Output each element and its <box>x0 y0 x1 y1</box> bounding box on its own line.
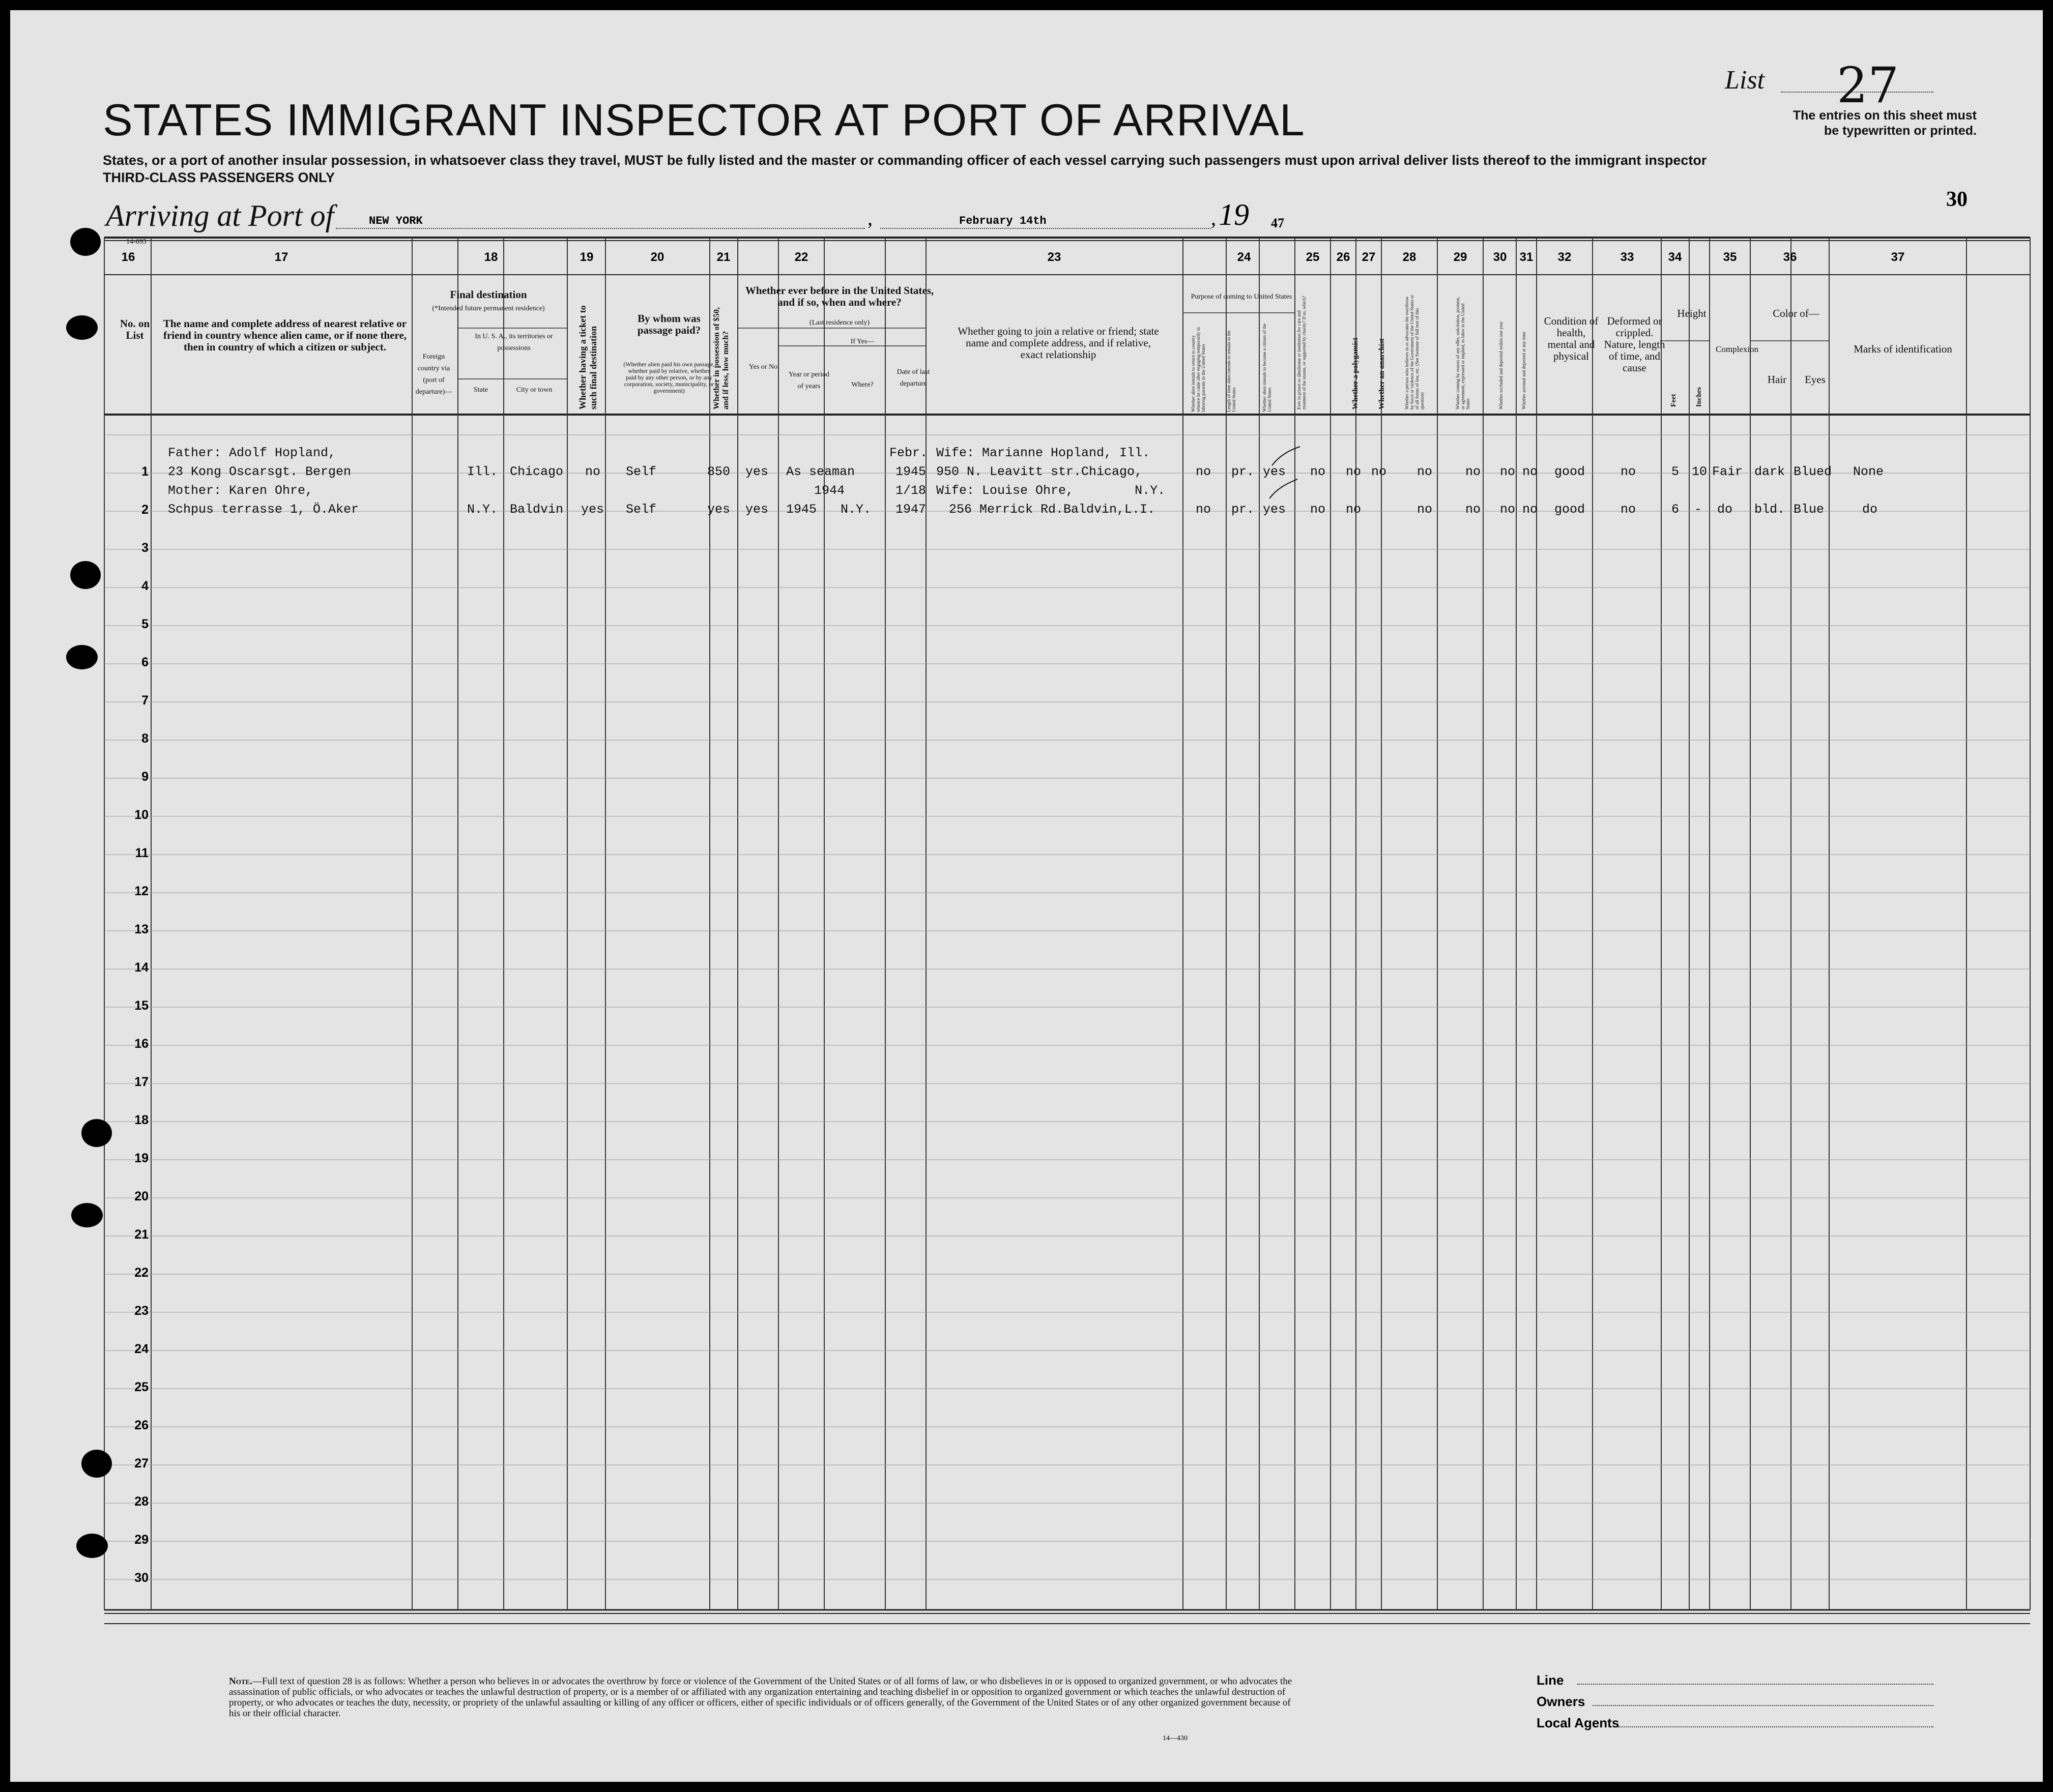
agents-field <box>1618 1726 1933 1727</box>
column-number: 30 <box>1493 250 1507 264</box>
row1-arrested: no <box>1522 464 1538 479</box>
column-number: 27 <box>1362 250 1376 264</box>
col-22-title: Whether ever before in the United States, and if so, when and where? <box>745 284 934 308</box>
column-number: 24 <box>1237 250 1251 264</box>
year-suffix: 47 <box>1271 216 1284 230</box>
col-24-c: Whether alien intends to become a citizen of the United States <box>1262 324 1272 412</box>
row-number: 21 <box>134 1227 149 1242</box>
row2-state: N.Y. <box>467 502 498 517</box>
row1-polygamist: no <box>1346 464 1362 479</box>
row2-citizen: yes <box>1263 502 1286 517</box>
col-26-header: Whether a polygamist <box>1351 337 1360 409</box>
row2-length: pr. <box>1231 502 1255 517</box>
column-number: 29 <box>1453 250 1467 264</box>
row-number: 4 <box>141 579 149 593</box>
column-number: 25 <box>1306 250 1320 264</box>
row1-state: Ill. <box>467 464 498 479</box>
entries-note-line: be typewritten or printed. <box>1824 124 1977 138</box>
row-number: 24 <box>134 1342 149 1356</box>
row2-arrested: no <box>1522 502 1538 517</box>
row2-feet: 6 <box>1671 502 1680 517</box>
column-number: 19 <box>580 250 594 264</box>
row-number: 27 <box>134 1456 149 1471</box>
row2-polygamist: no <box>1346 502 1362 517</box>
form-code: 14-695 <box>126 238 147 246</box>
col-24-a: Whether alien intends to return to country whence he came after engaging temporarily in laboring pursuits in the United States <box>1191 327 1206 412</box>
row2-hair: bld. <box>1754 502 1785 517</box>
row1-relative-line1: Father: Adolf Hopland, <box>168 446 336 460</box>
row-number: 20 <box>134 1189 149 1203</box>
note-label: Note. <box>229 1676 252 1687</box>
binder-hole <box>66 315 98 340</box>
line-label: Line <box>1537 1672 1564 1688</box>
col-25-header: Ever in prison or almshouse or institution for care and treatment of the insane, or supported by charity? If so, which? <box>1296 296 1307 409</box>
col-21-header: Whether in possession of $50, and if less, how much? <box>712 307 730 409</box>
row1-return: no <box>1196 464 1211 479</box>
row-number: 7 <box>141 693 149 708</box>
row1-deformed: no <box>1621 464 1636 479</box>
binder-hole <box>70 561 101 589</box>
row-number: 12 <box>134 884 149 898</box>
row1-length: pr. <box>1231 464 1255 479</box>
column-number: 26 <box>1336 250 1350 264</box>
binder-hole <box>76 1534 108 1558</box>
column-number: 37 <box>1891 250 1905 264</box>
row2-deformed: no <box>1621 502 1636 517</box>
col-22-sub: (Last residence only) <box>809 319 870 327</box>
port-value: NEW YORK <box>369 215 423 227</box>
row1-prison: no <box>1310 464 1326 479</box>
col-36-eyes: Eyes <box>1805 373 1826 386</box>
column-number: 35 <box>1723 250 1737 264</box>
row1-complexion: Fair <box>1712 464 1743 479</box>
col-34-title: Height <box>1677 307 1707 319</box>
row-number: 1 <box>141 464 149 479</box>
binder-hole <box>81 1450 112 1478</box>
table-grid <box>10 10 2043 1782</box>
note-text: —Full text of question 28 is as follows: Whether a person who believes in or advocates the overthrow by force or violence of the Government of the United States or of all forms of law, or who disbelieves in or is opposed to organized government, or who advocates the assassination of public officials, or who advocates or teaches the unlawful destruction of property, or is a member of or affiliated with any organization entertaining and teaching disbelief in or opposition to organized government or which teaches the unlawful destruction of property, or who advocates or teaches the duty, necessity, or propriety of the unlawful assaulting or killing of any officer or officers, either of specific individuals or of officers generally, of the Government of the United States or of any other organized government because of his or their official character. <box>229 1676 1292 1719</box>
col-36-hair: Hair <box>1767 373 1787 386</box>
row-number: 10 <box>134 808 149 822</box>
row1-inches: 10 <box>1692 464 1708 479</box>
comma: , <box>868 207 873 229</box>
row-number: 13 <box>134 922 149 936</box>
col-24-b: Length of time alien intends to remain in the United States <box>1226 330 1236 412</box>
row-number: 6 <box>141 655 149 669</box>
col-28-header: Whether a person who believes in or advocates the overthrow by force or violence of the Government of the United States or of all forms of law, etc. (See footnote of full text of this question) <box>1404 295 1425 409</box>
row-number: 18 <box>134 1113 149 1127</box>
row1-marks: None <box>1853 464 1884 479</box>
form-number: 14—430 <box>1163 1735 1188 1742</box>
col-27-header: Whether an anarchist <box>1378 338 1386 409</box>
col-30-header: Whether excluded and deported within one year <box>1498 321 1503 409</box>
column-number: 31 <box>1519 250 1534 264</box>
row2-city: Baldvin <box>510 502 564 517</box>
column-number: 22 <box>794 250 808 264</box>
row-number: 11 <box>135 846 149 860</box>
line-field <box>1577 1684 1933 1685</box>
row2-offer: no <box>1465 502 1481 517</box>
row1-offer: no <box>1465 464 1481 479</box>
row-number: 30 <box>134 1571 149 1585</box>
row1-health: good <box>1554 464 1585 479</box>
row-number: 16 <box>134 1037 149 1051</box>
row-number: 14 <box>134 960 149 975</box>
col-22-ifyes: If Yes— <box>850 338 875 345</box>
row1-overthrow: no <box>1417 464 1433 479</box>
manifest-sheet <box>10 10 2043 1782</box>
row2-join-line2: 256 Merrick Rd.Baldvin,L.I. <box>949 502 1155 517</box>
entries-note-line: The entries on this sheet must <box>1792 108 1977 123</box>
column-number: 34 <box>1668 250 1682 264</box>
row2-excluded: no <box>1500 502 1516 517</box>
col-20-title: By whom was passage paid? <box>637 312 701 336</box>
row2-overthrow: no <box>1417 502 1433 517</box>
row1-join-line2: 950 N. Leavitt str.Chicago, <box>936 464 1143 479</box>
list-label: List <box>1725 66 1765 95</box>
row-number: 17 <box>134 1075 149 1089</box>
owners-label: Owners <box>1537 1694 1585 1709</box>
row-number: 29 <box>134 1533 149 1547</box>
row1-city: Chicago <box>510 464 564 479</box>
col-23-header: Whether going to join a relative or friend; state name and complete address, and if relative, exact relationship <box>958 325 1159 361</box>
comma: , <box>1211 207 1216 229</box>
row1-date-dep-line1: Febr. <box>889 446 928 460</box>
column-number: 18 <box>484 250 498 264</box>
check-marks <box>1259 443 1305 498</box>
row-number: 23 <box>134 1304 149 1318</box>
column-number: 28 <box>1402 250 1416 264</box>
col-18-sub: (*Intended future permanent residence) <box>432 305 545 312</box>
row1-excluded: no <box>1500 464 1516 479</box>
year-prefix: 19 <box>1219 198 1249 231</box>
row-number: 3 <box>141 541 149 555</box>
col-18-city: City or town <box>516 386 553 394</box>
col-29-header: Whether coming by reason of any offer, solicitation, promise, or agreement, expressed or implied, to labor in the United States <box>1455 297 1470 409</box>
col-32-header: Condition of health, mental and physical <box>1544 315 1599 362</box>
row1-year-period: As seaman <box>786 464 855 479</box>
row2-complexion: do <box>1717 502 1733 517</box>
row1-eyes: Blued <box>1794 464 1832 479</box>
row2-where: N.Y. <box>841 502 872 517</box>
row2-year-line2: 1945 <box>786 502 817 517</box>
col-22-yesno: Yes or No <box>748 363 778 371</box>
instructions-line: States, or a port of another insular possession, in whatsoever class they travel, MUST be fully listed and the master or commanding officer of each vessel carrying such passengers must upon arrival deliver lists thereof to the immigrant inspector <box>103 153 1707 168</box>
col-18-state: State <box>474 386 488 394</box>
row1-anarchist: no <box>1371 464 1387 479</box>
col-18-usa: In U. S. A., its territories or possessions <box>475 333 553 352</box>
col-22-date: Date of last departure <box>897 368 930 388</box>
footnote <box>229 1676 1292 1719</box>
row2-date-dep-line2: 1947 <box>895 502 927 517</box>
column-number: 33 <box>1620 250 1634 264</box>
row1-paid-by: Self <box>626 464 657 479</box>
row-number: 22 <box>134 1266 149 1280</box>
row2-date-dep-line1: 1/18 <box>895 483 927 498</box>
row-number: 19 <box>134 1151 149 1165</box>
row2-relative-line2: Schpus terrasse 1, Ö.Aker <box>168 502 359 517</box>
binder-hole <box>70 228 101 256</box>
row-number: 15 <box>134 998 149 1013</box>
row1-relative-line2: 23 Kong Oscarsgt. Bergen <box>168 464 352 479</box>
binder-hole <box>81 1119 112 1147</box>
agents-label: Local Agents <box>1537 1715 1620 1730</box>
col-34-inches: Inches <box>1695 387 1703 407</box>
class-line: THIRD-CLASS PASSENGERS ONLY <box>103 170 335 185</box>
col-34-feet: Feet <box>1670 394 1678 407</box>
binder-hole <box>66 645 98 669</box>
row1-ticket: no <box>585 464 601 479</box>
col-17-header: The name and complete address of nearest relative or friend in country whence alien came, or if none there, then in country of which a citizen or subject. <box>163 317 407 353</box>
row2-return: no <box>1196 502 1211 517</box>
row2-year-line1: 1944 <box>814 483 845 498</box>
row2-ticket: yes <box>581 502 604 517</box>
date-value: February 14th <box>959 215 1047 227</box>
row-number: 9 <box>141 770 149 784</box>
row2-prison: no <box>1310 502 1326 517</box>
arriving-label: Arriving at Port of <box>106 199 334 232</box>
row-number: 5 <box>141 617 149 631</box>
row2-paid-by: Self <box>626 502 657 517</box>
col-22-where: Where? <box>851 381 874 389</box>
col-36-title: Color of— <box>1773 307 1819 319</box>
col-31-header: Whether arrested and deported at any time <box>1521 332 1526 409</box>
binder-hole <box>71 1203 103 1227</box>
column-number: 36 <box>1783 250 1797 264</box>
row1-date-dep-line2: 1945 <box>895 464 927 479</box>
row2-marks: do <box>1862 502 1878 517</box>
row-number: 8 <box>141 731 149 746</box>
row-number: 26 <box>134 1418 149 1432</box>
row2-join-line1: Wife: Louise Ohre, N.Y. <box>936 483 1166 498</box>
col-no-on-list: No. on List <box>120 317 150 341</box>
row-number: 28 <box>134 1494 149 1509</box>
row2-before-us: yes <box>745 502 769 517</box>
column-number: 17 <box>274 250 288 264</box>
row1-feet: 5 <box>1671 464 1680 479</box>
row2-relative-line1: Mother: Karen Ohre, <box>168 483 313 498</box>
row1-money: 850 <box>707 464 731 479</box>
row1-hair: dark <box>1754 464 1785 479</box>
row2-eyes: Blue <box>1794 502 1825 517</box>
col-24-title: Purpose of coming to United States <box>1191 293 1292 301</box>
column-number: 21 <box>716 250 731 264</box>
row1-join-line1: Wife: Marianne Hopland, Ill. <box>936 446 1150 460</box>
row1-before-us: yes <box>745 464 769 479</box>
col-18-foreign: Foreign country via (port of departure)— <box>415 353 452 396</box>
list-number: 27 <box>1837 57 1899 114</box>
row1-citizen: yes <box>1263 464 1286 479</box>
col-18-title: Final destination <box>450 288 527 301</box>
col-35-header: Complexion <box>1716 344 1759 354</box>
column-number: 20 <box>650 250 664 264</box>
col-33-header: Deformed or crippled. Nature, length of time, and cause <box>1604 315 1665 374</box>
row2-inches: - <box>1694 502 1702 517</box>
col-37-header: Marks of identification <box>1854 343 1952 355</box>
column-number: 23 <box>1047 250 1061 264</box>
row-number: 25 <box>134 1380 149 1394</box>
row-number: 2 <box>141 503 149 517</box>
col-20-sub: (Whether alien paid his own passage, whether paid by relative, whether paid by any other person, or by any corporation, society, municipality, or government) <box>623 361 715 394</box>
page-number: 30 <box>1946 188 1968 211</box>
owners-field <box>1593 1705 1933 1706</box>
row2-health: good <box>1554 502 1585 517</box>
page-title: STATES IMMIGRANT INSPECTOR AT PORT OF ARRIVAL <box>103 95 1305 145</box>
col-19-header: Whether having a ticket to such final destination <box>577 305 598 409</box>
row2-money: yes <box>707 502 731 517</box>
column-number: 16 <box>121 250 135 264</box>
col-22-year: Year or period of years <box>788 371 830 390</box>
column-number: 32 <box>1557 250 1572 264</box>
